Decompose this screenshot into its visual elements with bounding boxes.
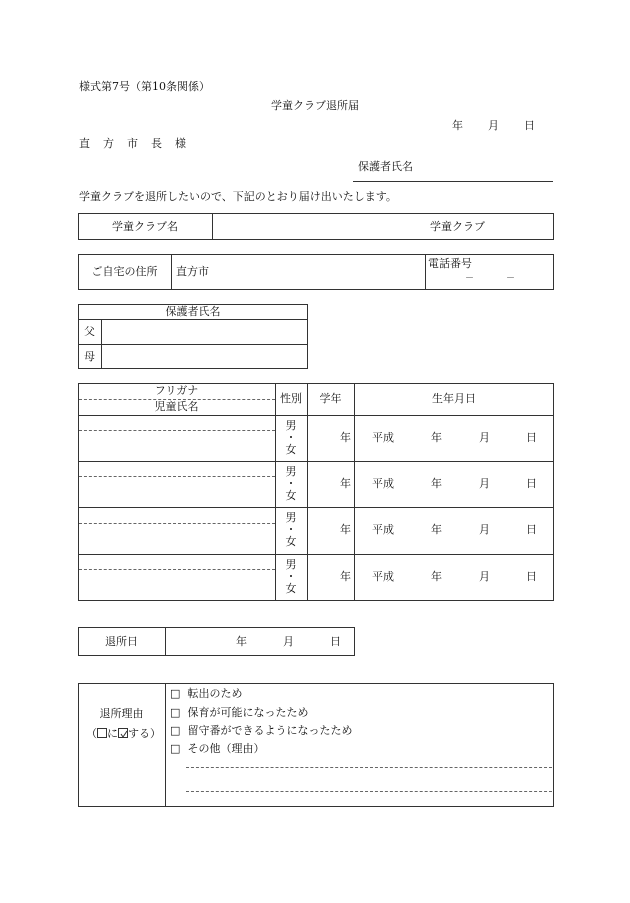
other-reason-line[interactable] — [186, 791, 552, 792]
mother-label: 母 — [84, 350, 95, 363]
reason-option-home-alone[interactable] — [170, 724, 353, 738]
birth-year-label: 年 — [431, 431, 442, 444]
address-label: ご自宅の住所 — [91, 265, 158, 278]
address-city: 直方市 — [176, 265, 209, 278]
gender-male-option[interactable]: 男 — [285, 511, 297, 524]
child-name-header: 児童氏名 — [154, 400, 199, 413]
era-label: 平成 — [372, 523, 394, 536]
checkbox-icon[interactable]: □ — [170, 706, 181, 719]
club-name-label: 学童クラブ名 — [112, 220, 178, 233]
leave-month-label: 月 — [283, 635, 294, 648]
checkbox-icon[interactable]: □ — [170, 687, 181, 700]
birth-month-label: 月 — [479, 477, 490, 490]
checked-box-icon — [118, 728, 128, 738]
reason-text: その他（理由） — [187, 742, 265, 755]
child-name-input[interactable] — [79, 570, 275, 600]
child-furigana-input[interactable] — [79, 462, 275, 476]
birth-day-label: 日 — [526, 477, 537, 490]
gender-female-option[interactable]: 女 — [285, 489, 297, 502]
instruction-open: （ — [86, 727, 97, 740]
leave-year-label: 年 — [236, 635, 247, 648]
birth-month-label: 月 — [479, 570, 490, 583]
birth-month-label: 月 — [479, 431, 490, 444]
gender-separator: ・ — [285, 570, 297, 583]
birth-year-label: 年 — [431, 477, 442, 490]
gender-male-option[interactable]: 男 — [285, 419, 297, 432]
furigana-header: フリガナ — [154, 384, 199, 397]
reason-option-other[interactable] — [170, 742, 265, 756]
child-furigana-input[interactable] — [79, 555, 275, 569]
reasons-instruction — [86, 727, 161, 741]
child-name-input[interactable] — [79, 431, 275, 461]
phone-dash: － — [506, 274, 516, 284]
grade-unit: 年 — [340, 523, 351, 536]
birth-year-label: 年 — [431, 523, 442, 536]
reason-option-childcare[interactable] — [170, 706, 309, 720]
birth-month-label: 月 — [479, 523, 490, 536]
other-reason-line[interactable] — [186, 767, 552, 768]
phone-dash: － — [465, 274, 475, 284]
gender-female-option[interactable]: 女 — [285, 582, 297, 595]
gender-male-option[interactable]: 男 — [285, 558, 297, 571]
grade-unit: 年 — [340, 477, 351, 490]
checkbox-icon[interactable]: □ — [170, 724, 181, 737]
instruction-mid: に — [107, 727, 118, 740]
mother-name-input[interactable] — [102, 345, 307, 368]
birth-date-header: 生年月日 — [432, 392, 476, 405]
child-name-input[interactable] — [79, 477, 275, 507]
birth-day-label: 日 — [526, 523, 537, 536]
reason-option-moving[interactable] — [170, 687, 243, 701]
checkbox-icon[interactable]: □ — [170, 742, 181, 755]
gender-female-option[interactable]: 女 — [285, 443, 297, 456]
club-suffix: 学童クラブ — [430, 220, 485, 233]
leave-date-label: 退所日 — [105, 635, 138, 648]
address-input[interactable] — [210, 256, 422, 288]
birth-day-label: 日 — [526, 431, 537, 444]
gender-separator: ・ — [285, 523, 297, 536]
phone-label: 電話番号 — [428, 257, 472, 270]
birth-year-label: 年 — [431, 570, 442, 583]
era-label: 平成 — [372, 477, 394, 490]
child-furigana-input[interactable] — [79, 416, 275, 430]
intro-text: 学童クラブを退所したいので、下記のとおり届け出いたします。 — [79, 190, 397, 203]
guardian-name-label: 保護者氏名 — [358, 160, 413, 173]
divider — [171, 254, 172, 290]
guardian-name-line[interactable] — [353, 181, 553, 182]
instruction-close: する） — [128, 727, 161, 740]
era-label: 平成 — [372, 431, 394, 444]
form-number: 様式第7号（第10条関係） — [79, 80, 210, 93]
guardians-header: 保護者氏名 — [165, 305, 221, 318]
club-name-input[interactable] — [213, 214, 428, 239]
grade-header: 学年 — [319, 392, 342, 405]
reason-text: 転出のため — [187, 687, 243, 700]
date-month-label: 月 — [488, 119, 499, 132]
era-label: 平成 — [372, 570, 394, 583]
gender-male-option[interactable]: 男 — [285, 465, 297, 478]
father-name-input[interactable] — [102, 320, 307, 344]
birth-day-label: 日 — [526, 570, 537, 583]
leave-date-input[interactable] — [166, 628, 354, 655]
grade-unit: 年 — [340, 431, 351, 444]
leave-day-label: 日 — [330, 635, 341, 648]
addressee: 直 方 市 長 様 — [79, 137, 187, 150]
divider — [425, 254, 426, 290]
checkbox-icon — [97, 728, 107, 738]
grade-unit: 年 — [340, 570, 351, 583]
gender-header: 性別 — [280, 392, 302, 405]
divider — [165, 683, 166, 807]
date-year-label: 年 — [452, 119, 463, 132]
gender-separator: ・ — [285, 477, 297, 490]
father-label: 父 — [84, 325, 95, 338]
reason-text: 留守番ができるようになったため — [187, 724, 353, 737]
child-furigana-input[interactable] — [79, 508, 275, 523]
reasons-box — [78, 683, 554, 807]
child-name-input[interactable] — [79, 524, 275, 554]
gender-separator: ・ — [285, 431, 297, 444]
date-day-label: 日 — [524, 119, 535, 132]
reasons-label: 退所理由 — [99, 707, 144, 720]
page-title: 学童クラブ退所届 — [271, 99, 359, 112]
gender-female-option[interactable]: 女 — [285, 535, 297, 548]
reason-text: 保育が可能になったため — [187, 706, 309, 719]
